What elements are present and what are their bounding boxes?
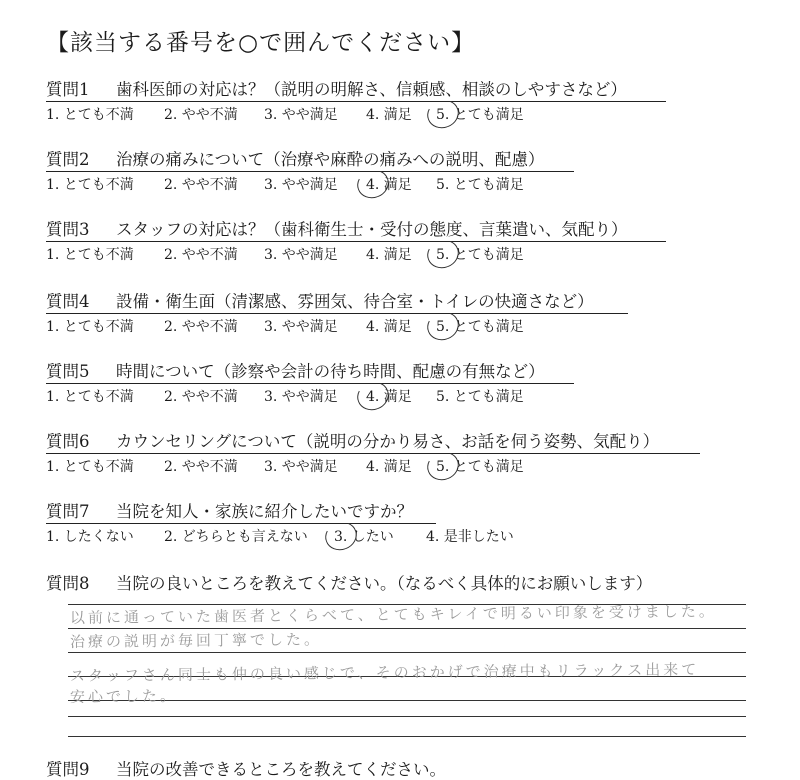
question-6 <box>46 432 659 452</box>
option-2[interactable]: 2. やや不満 <box>164 107 238 123</box>
question-underline <box>46 241 666 242</box>
option-2[interactable]: 2. やや不満 <box>164 177 238 193</box>
question-underline <box>46 313 628 314</box>
option-3[interactable]: 3. やや満足 <box>264 177 338 193</box>
option-1[interactable]: 1. とても不満 <box>46 459 134 475</box>
option-3[interactable]: 3. やや満足 <box>264 459 338 475</box>
option-1[interactable]: 1. したくない <box>46 529 134 545</box>
question-9 <box>46 760 446 780</box>
option-4[interactable]: 4. 満足 <box>366 107 412 123</box>
writing-line <box>68 628 746 629</box>
question-text: 当院の良いところを教えてください。（なるべく具体的にお願いします） <box>116 574 653 593</box>
option-5[interactable]: 5. とても満足 <box>436 247 524 263</box>
question-1 <box>46 80 627 100</box>
option-4[interactable]: 4. 満足 <box>366 177 412 193</box>
handwritten-answer-line: 以前に通っていた歯医者とくらべて、とてもキレイで明るい印象を受けました。 <box>69 602 717 627</box>
question-underline <box>46 383 574 384</box>
option-3[interactable]: 3. やや満足 <box>264 247 338 263</box>
question-underline <box>46 453 700 454</box>
option-2[interactable]: 2. やや不満 <box>164 389 238 405</box>
option-1[interactable]: 1. とても不満 <box>46 319 134 335</box>
question-underline <box>46 101 666 102</box>
question-underline <box>46 523 436 524</box>
question-underline <box>46 171 574 172</box>
question-4 <box>46 292 594 312</box>
option-5[interactable]: 5. とても満足 <box>436 107 524 123</box>
question-number: 質問7 <box>46 502 90 521</box>
option-4[interactable]: 4. 満足 <box>366 247 412 263</box>
option-4[interactable]: 4. 満足 <box>366 389 412 405</box>
handwritten-answer-line: スタッフさん同士も仲の良い感じで、そのおかげで治療中もリラックス出来て <box>69 660 700 685</box>
question-text: 当院を知人・家族に紹介したいですか？ <box>116 502 413 521</box>
option-2[interactable]: 2. やや不満 <box>164 247 238 263</box>
question-text: 治療の痛みについて（治療や麻酔の痛みへの説明、配慮） <box>116 150 545 169</box>
option-4[interactable]: 4. 満足 <box>366 459 412 475</box>
option-2[interactable]: 2. どちらとも言えない <box>164 529 308 545</box>
question-text: 時間について（診察や会計の待ち時間、配慮の有無など） <box>116 362 545 381</box>
option-3[interactable]: 3. やや満足 <box>264 107 338 123</box>
handwritten-answer-line: 安心でした。 <box>69 686 179 706</box>
question-8 <box>46 574 652 594</box>
question-number: 質問3 <box>46 220 90 239</box>
question-number: 質問2 <box>46 150 90 169</box>
option-5[interactable]: 5. とても満足 <box>436 319 524 335</box>
page-title: 【該当する番号を○で囲んでください】 <box>46 30 476 56</box>
question-number: 質問1 <box>46 80 90 99</box>
question-text: 歯科医師の対応は？（説明の明解さ、信頼感、相談のしやすさなど） <box>116 80 627 99</box>
question-number: 質問6 <box>46 432 90 451</box>
question-text: スタッフの対応は？（歯科衛生士・受付の態度、言葉遣い、気配り） <box>116 220 628 239</box>
option-3[interactable]: 3. やや満足 <box>264 389 338 405</box>
option-1[interactable]: 1. とても不満 <box>46 177 134 193</box>
option-5[interactable]: 5. とても満足 <box>436 389 524 405</box>
question-2 <box>46 150 544 170</box>
option-2[interactable]: 2. やや不満 <box>164 459 238 475</box>
option-5[interactable]: 5. とても満足 <box>436 177 524 193</box>
option-1[interactable]: 1. とても不満 <box>46 247 134 263</box>
question-number: 質問9 <box>46 760 90 779</box>
writing-line <box>68 716 746 717</box>
option-3[interactable]: 3. やや満足 <box>264 319 338 335</box>
question-text: 設備・衛生面（清潔感、雰囲気、待合室・トイレの快適さなど） <box>116 292 594 311</box>
question-5 <box>46 362 545 382</box>
option-4[interactable]: 4. 是非したい <box>426 529 514 545</box>
writing-line <box>68 736 746 737</box>
question-text: 当院の改善できるところを教えてください。 <box>116 760 446 779</box>
question-number: 質問5 <box>46 362 90 381</box>
option-2[interactable]: 2. やや不満 <box>164 319 238 335</box>
question-7 <box>46 502 413 522</box>
question-3 <box>46 220 628 240</box>
writing-line <box>68 652 746 653</box>
question-number: 質問8 <box>46 574 90 593</box>
option-3[interactable]: 3. したい <box>334 529 394 545</box>
handwritten-answer-line: 治療の説明が毎回丁寧でした。 <box>69 630 323 651</box>
option-4[interactable]: 4. 満足 <box>366 319 412 335</box>
option-1[interactable]: 1. とても不満 <box>46 107 134 123</box>
option-1[interactable]: 1. とても不満 <box>46 389 134 405</box>
question-text: カウンセリングについて（説明の分かり易さ、お話を伺う姿勢、気配り） <box>116 432 660 451</box>
question-number: 質問4 <box>46 292 90 311</box>
option-5[interactable]: 5. とても満足 <box>436 459 524 475</box>
